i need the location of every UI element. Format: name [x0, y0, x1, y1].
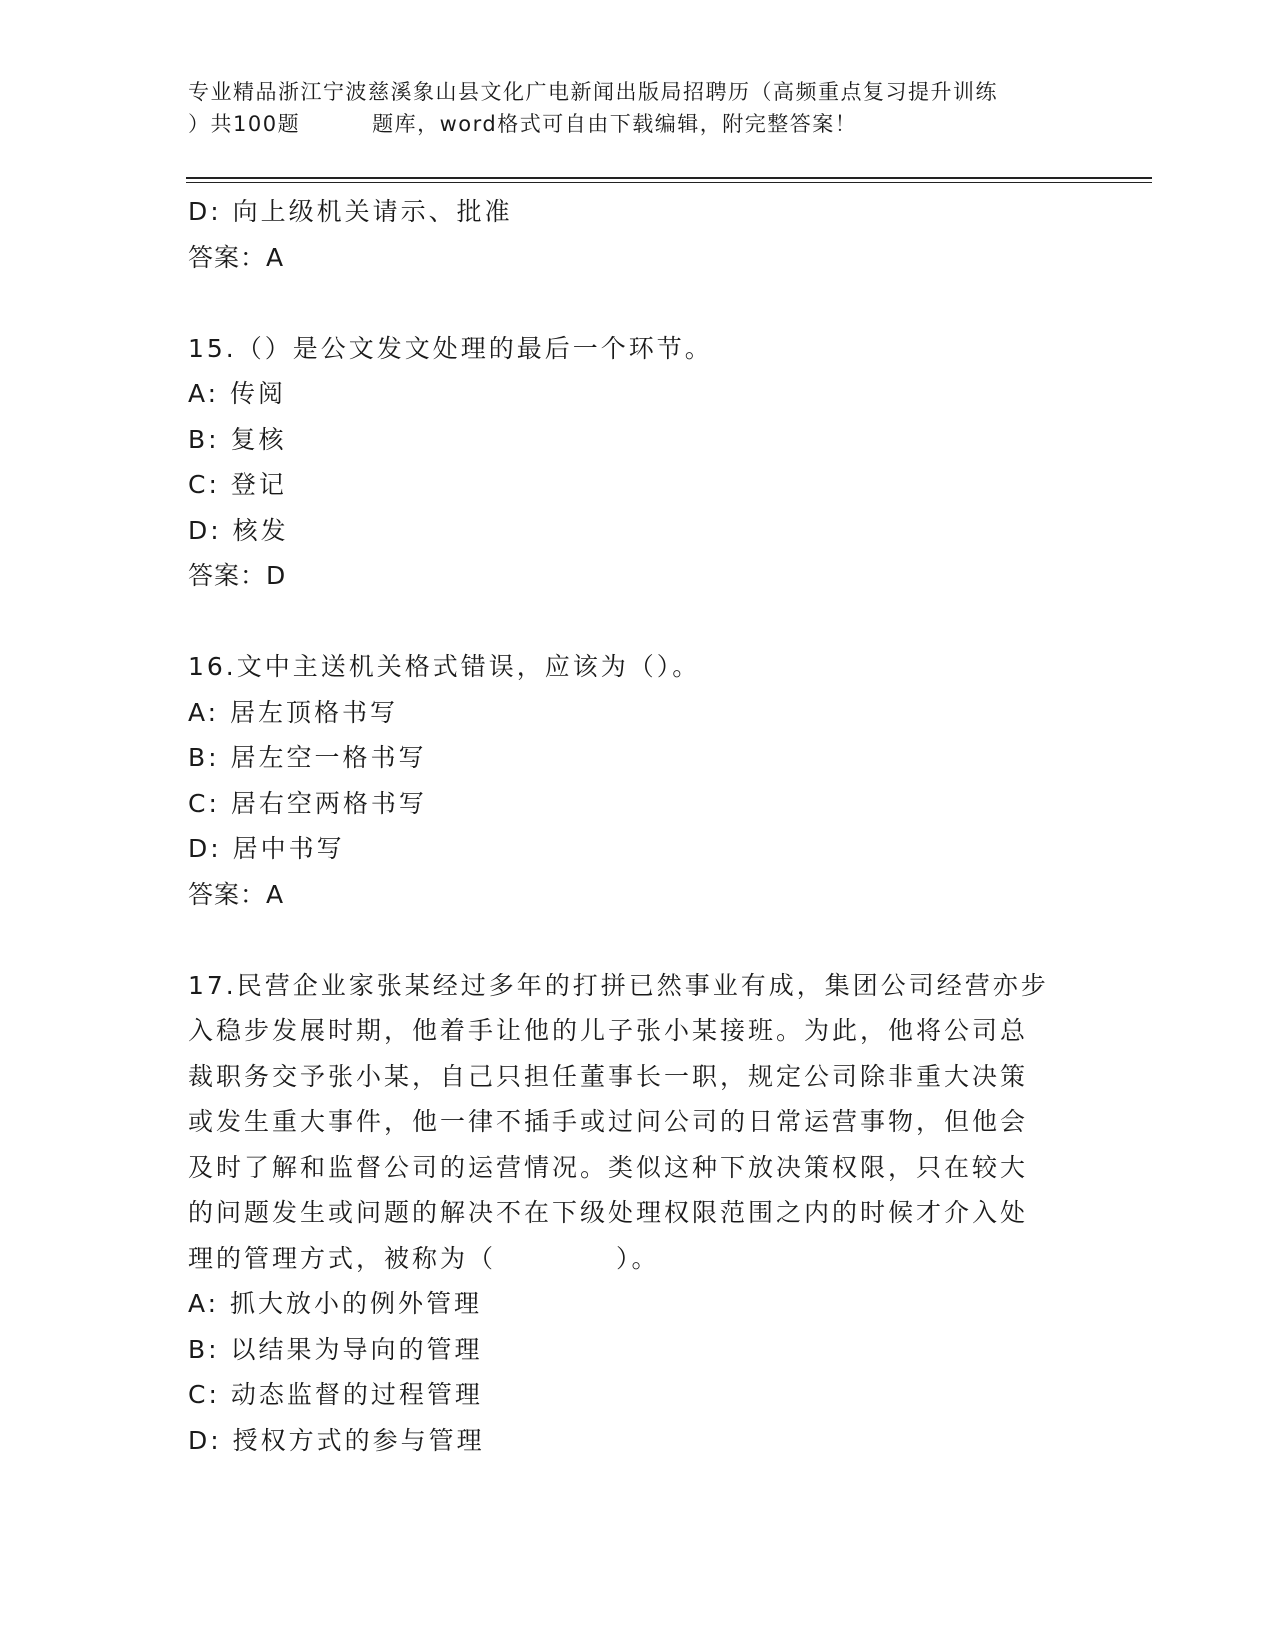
header-divider-thin [186, 182, 1152, 183]
stem-last-part-a: 理的管理方式，被称为（ [188, 1243, 497, 1273]
spacer [188, 917, 1088, 963]
header-divider-thick [186, 177, 1152, 179]
answer: 答案：A [188, 242, 285, 272]
question-stem-line: 及时了解和监督公司的运营情况。类似这种下放决策权限，只在较大 [188, 1152, 1029, 1182]
question-stem: 15.（）是公文发文处理的最后一个环节。 [188, 333, 713, 363]
question-stem-line: 或发生重大事件，他一律不插手或过问公司的日常运营事物，但他会 [188, 1107, 1029, 1136]
option-a: A: 居左顶格书写 [188, 697, 399, 727]
question-17 [188, 963, 1088, 1464]
question-15 [188, 326, 1088, 599]
question-stem-line: 的问题发生或问题的解决不在下级处理权限范围之内的时候才介入处 [188, 1198, 1029, 1227]
spacer [188, 280, 1088, 326]
document-header [188, 76, 1088, 140]
question-stem: 16.文中主送机关格式错误，应该为（）。 [188, 652, 701, 681]
option-d: D: 居中书写 [188, 834, 345, 863]
option-c: C: 动态监督的过程管理 [188, 1380, 483, 1409]
option-b: B: 复核 [188, 424, 287, 454]
option-b: B: 居左空一格书写 [188, 743, 427, 772]
option-a: A: 抓大放小的例外管理 [188, 1289, 483, 1318]
question-stem-line: 17.民营企业家张某经过多年的打拼已然事业有成，集团公司经营亦步 [188, 970, 1049, 1000]
header-line-2-part-b: 题库，word格式可自由下载编辑，附完整答案！ [372, 112, 858, 136]
option-b: B: 以结果为导向的管理 [188, 1334, 483, 1364]
answer: 答案：A [188, 879, 285, 909]
question-stem-line: 入稳步发展时期，他着手让他的儿子张小某接班。为此，他将公司总 [188, 1016, 1029, 1045]
option-d: D: 授权方式的参与管理 [188, 1425, 485, 1455]
stem-last-part-b: ）。 [616, 1243, 660, 1273]
header-line-2-part-a: ）共100题 [188, 112, 301, 136]
answer: 答案：D [188, 561, 287, 590]
option-a: A: 传阅 [188, 379, 287, 408]
option-c: C: 居右空两格书写 [188, 788, 427, 818]
question-16 [188, 644, 1088, 917]
option-d: D: 向上级机关请示、批准 [188, 197, 513, 226]
question-stem-line: 裁职务交予张小某，自己只担任董事长一职，规定公司除非重大决策 [188, 1061, 1029, 1091]
option-c: C: 登记 [188, 470, 287, 499]
spacer [188, 599, 1088, 645]
header-line-2 [188, 108, 1088, 140]
question-stem-line-last [188, 1236, 1088, 1282]
question-prev-tail [188, 189, 1088, 280]
option-d: D: 核发 [188, 515, 289, 545]
question-content [188, 189, 1088, 1463]
header-line-1: 专业精品浙江宁波慈溪象山县文化广电新闻出版局招聘历（高频重点复习提升训练 [188, 80, 998, 104]
